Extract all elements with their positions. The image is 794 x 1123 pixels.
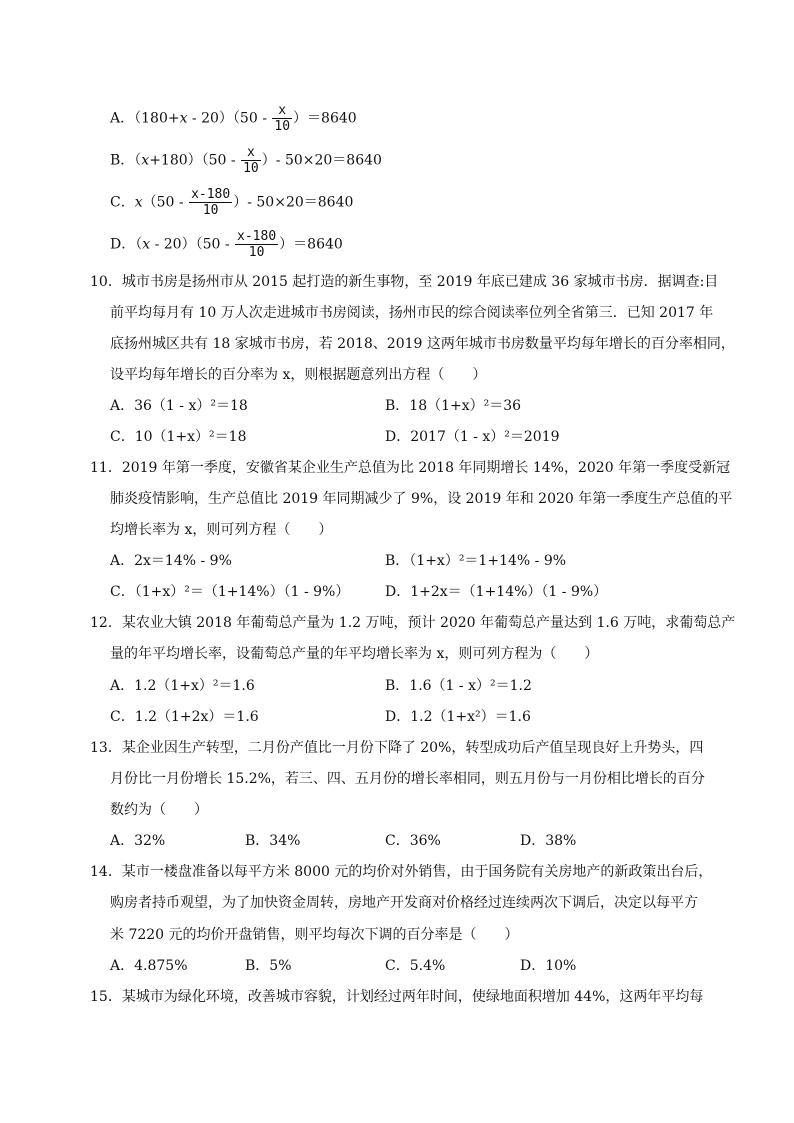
q10-line-1: 10．城市书房是扬州市从 2015 起打造的新生事物，至 2019 年底已建成 36 家城市书房．据调查:目 [90,274,719,290]
q11-line-3: 均增长率为 x，则可列方程（ ） [110,522,333,538]
expr-part: ）- 50×20＝8640 [261,152,382,169]
q11-line-2: 肺炎疫情影响，生产总值比 2019 年同期减少了 9%，设 2019 年和 2020 年第一季度生产总值的平 [110,491,733,507]
numerator: x [272,103,292,119]
q14-line-2: 购房者持币观望，为了加快资金周转，房地产开发商对价格经过连续两次下调后，决定以每平方 [110,895,698,911]
denominator: 10 [202,203,219,218]
option-label: A． [110,110,135,127]
q9-option-d [110,229,343,260]
fraction [272,103,292,134]
q14-line-1: 14．某市一楼盘准备以每平方米 8000 元的均价对外销售，由于国务院有关房地产的新政策出台后， [90,864,713,880]
q13-line-2: 月份比一月份增长 15.2%，若三、四、五月份的增长率相同，则五月份与一月份相比增长的百分 [110,771,705,787]
fraction [235,229,278,260]
q10-option-d: D．2017（1 - x）²＝2019 [385,429,560,445]
variable: x [134,194,143,211]
q13-option-d: D．38% [520,833,577,849]
fraction [241,145,261,176]
expr-part: - 20）（50 - [150,236,235,253]
q11-option-d: D．1+2x＝（1+14%）（1 - 9%） [385,584,608,600]
q11-option-b: B．（1+x）²＝1+14% - 9% [385,553,567,569]
q14-option-c: C．5.4% [385,958,446,974]
q13-option-c: C．36% [385,833,441,849]
expr-part: （ [135,236,143,253]
expr-part: ）＝8640 [293,110,357,127]
expr-part: - 20）（50 - [187,110,272,127]
denominator: 10 [274,119,291,134]
numerator: x [241,145,261,161]
q10-line-4: 设平均每年增长的百分率为 x，则根据题意列出方程（ ） [110,367,487,383]
expr-part: ）- 50×20＝8640 [233,194,354,211]
q13-line-1: 13．某企业因生产转型，二月份产值比一月份下降了 20%，转型成功后产值呈现良好上升势头，四 [90,740,704,756]
q10-option-a: A．36（1 - x）²＝18 [110,398,248,414]
q14-option-a: A．4.875% [110,958,188,974]
q12-option-d: D．1.2（1+x²）＝1.6 [385,709,531,725]
q12-line-2: 量的年平均增长率，设葡萄总产量的年平均增长率为 x，则可列方程为（ ） [110,646,599,662]
expr-part: （50 - [142,194,189,211]
q14-line-3: 米 7220 元的均价开盘销售，则平均每次下调的百分率是（ ） [110,927,519,943]
expr-part: +180）（50 - [149,152,241,169]
fraction [189,187,232,218]
numerator: x-180 [191,187,231,202]
q14-option-b: B．5% [245,958,292,974]
q10-option-c: C．10（1+x）²＝18 [110,429,247,445]
q9-option-a [110,103,357,134]
q14-option-d: D．10% [520,958,577,974]
q9-option-b [110,145,382,176]
q12-option-a: A．1.2（1+x）²＝1.6 [110,678,255,694]
denominator: 10 [243,161,259,176]
expr-part: （180+ [134,110,180,127]
q10-option-b: B．18（1+x）²＝36 [385,398,522,414]
q13-option-a: A．32% [110,833,166,849]
q12-line-1: 12．某农业大镇 2018 年葡萄总产量为 1.2 万吨，预计 2020 年葡萄总产量达到 1.6 万吨，求葡萄总产 [90,615,736,631]
option-label: C． [110,194,135,211]
q12-option-b: B．1.6（1 - x）²＝1.2 [385,678,532,694]
expr-part: ）＝8640 [279,236,343,253]
option-label: B． [110,152,135,169]
expr-part: （ [134,152,142,169]
denominator: 10 [248,245,265,260]
numerator: x-180 [237,229,277,244]
q9-option-c [110,187,353,218]
q12-option-c: C．1.2（1+2x）＝1.6 [110,709,259,725]
variable: x [142,236,151,253]
q11-line-1: 11．2019 年第一季度，安徽省某企业生产总值为比 2018 年同期增长 14%，2020 年第一季度受新冠 [90,460,731,476]
variable: x [141,152,150,169]
q10-line-2: 前平均每月有 10 万人次走进城市书房阅读，扬州市民的综合阅读率位列全省第三．已知 2017 年 [110,305,714,321]
q11-option-a: A．2x＝14% - 9% [110,553,232,569]
q13-option-b: B．34% [245,833,301,849]
q11-option-c: C．（1+x）²＝（1+14%）（1 - 9%） [110,584,350,600]
q13-line-3: 数约为（ ） [110,802,208,818]
variable: x [179,110,188,127]
q10-line-3: 底扬州城区共有 18 家城市书房，若 2018、2019 这两年城市书房数量平均每年增长的百分率相同， [110,336,735,352]
q15-line-1: 15．某城市为绿化环境，改善城市容貌，计划经过两年时间，使绿地面积增加 44%，这两年平均每 [90,989,704,1005]
option-label: D． [110,236,136,253]
